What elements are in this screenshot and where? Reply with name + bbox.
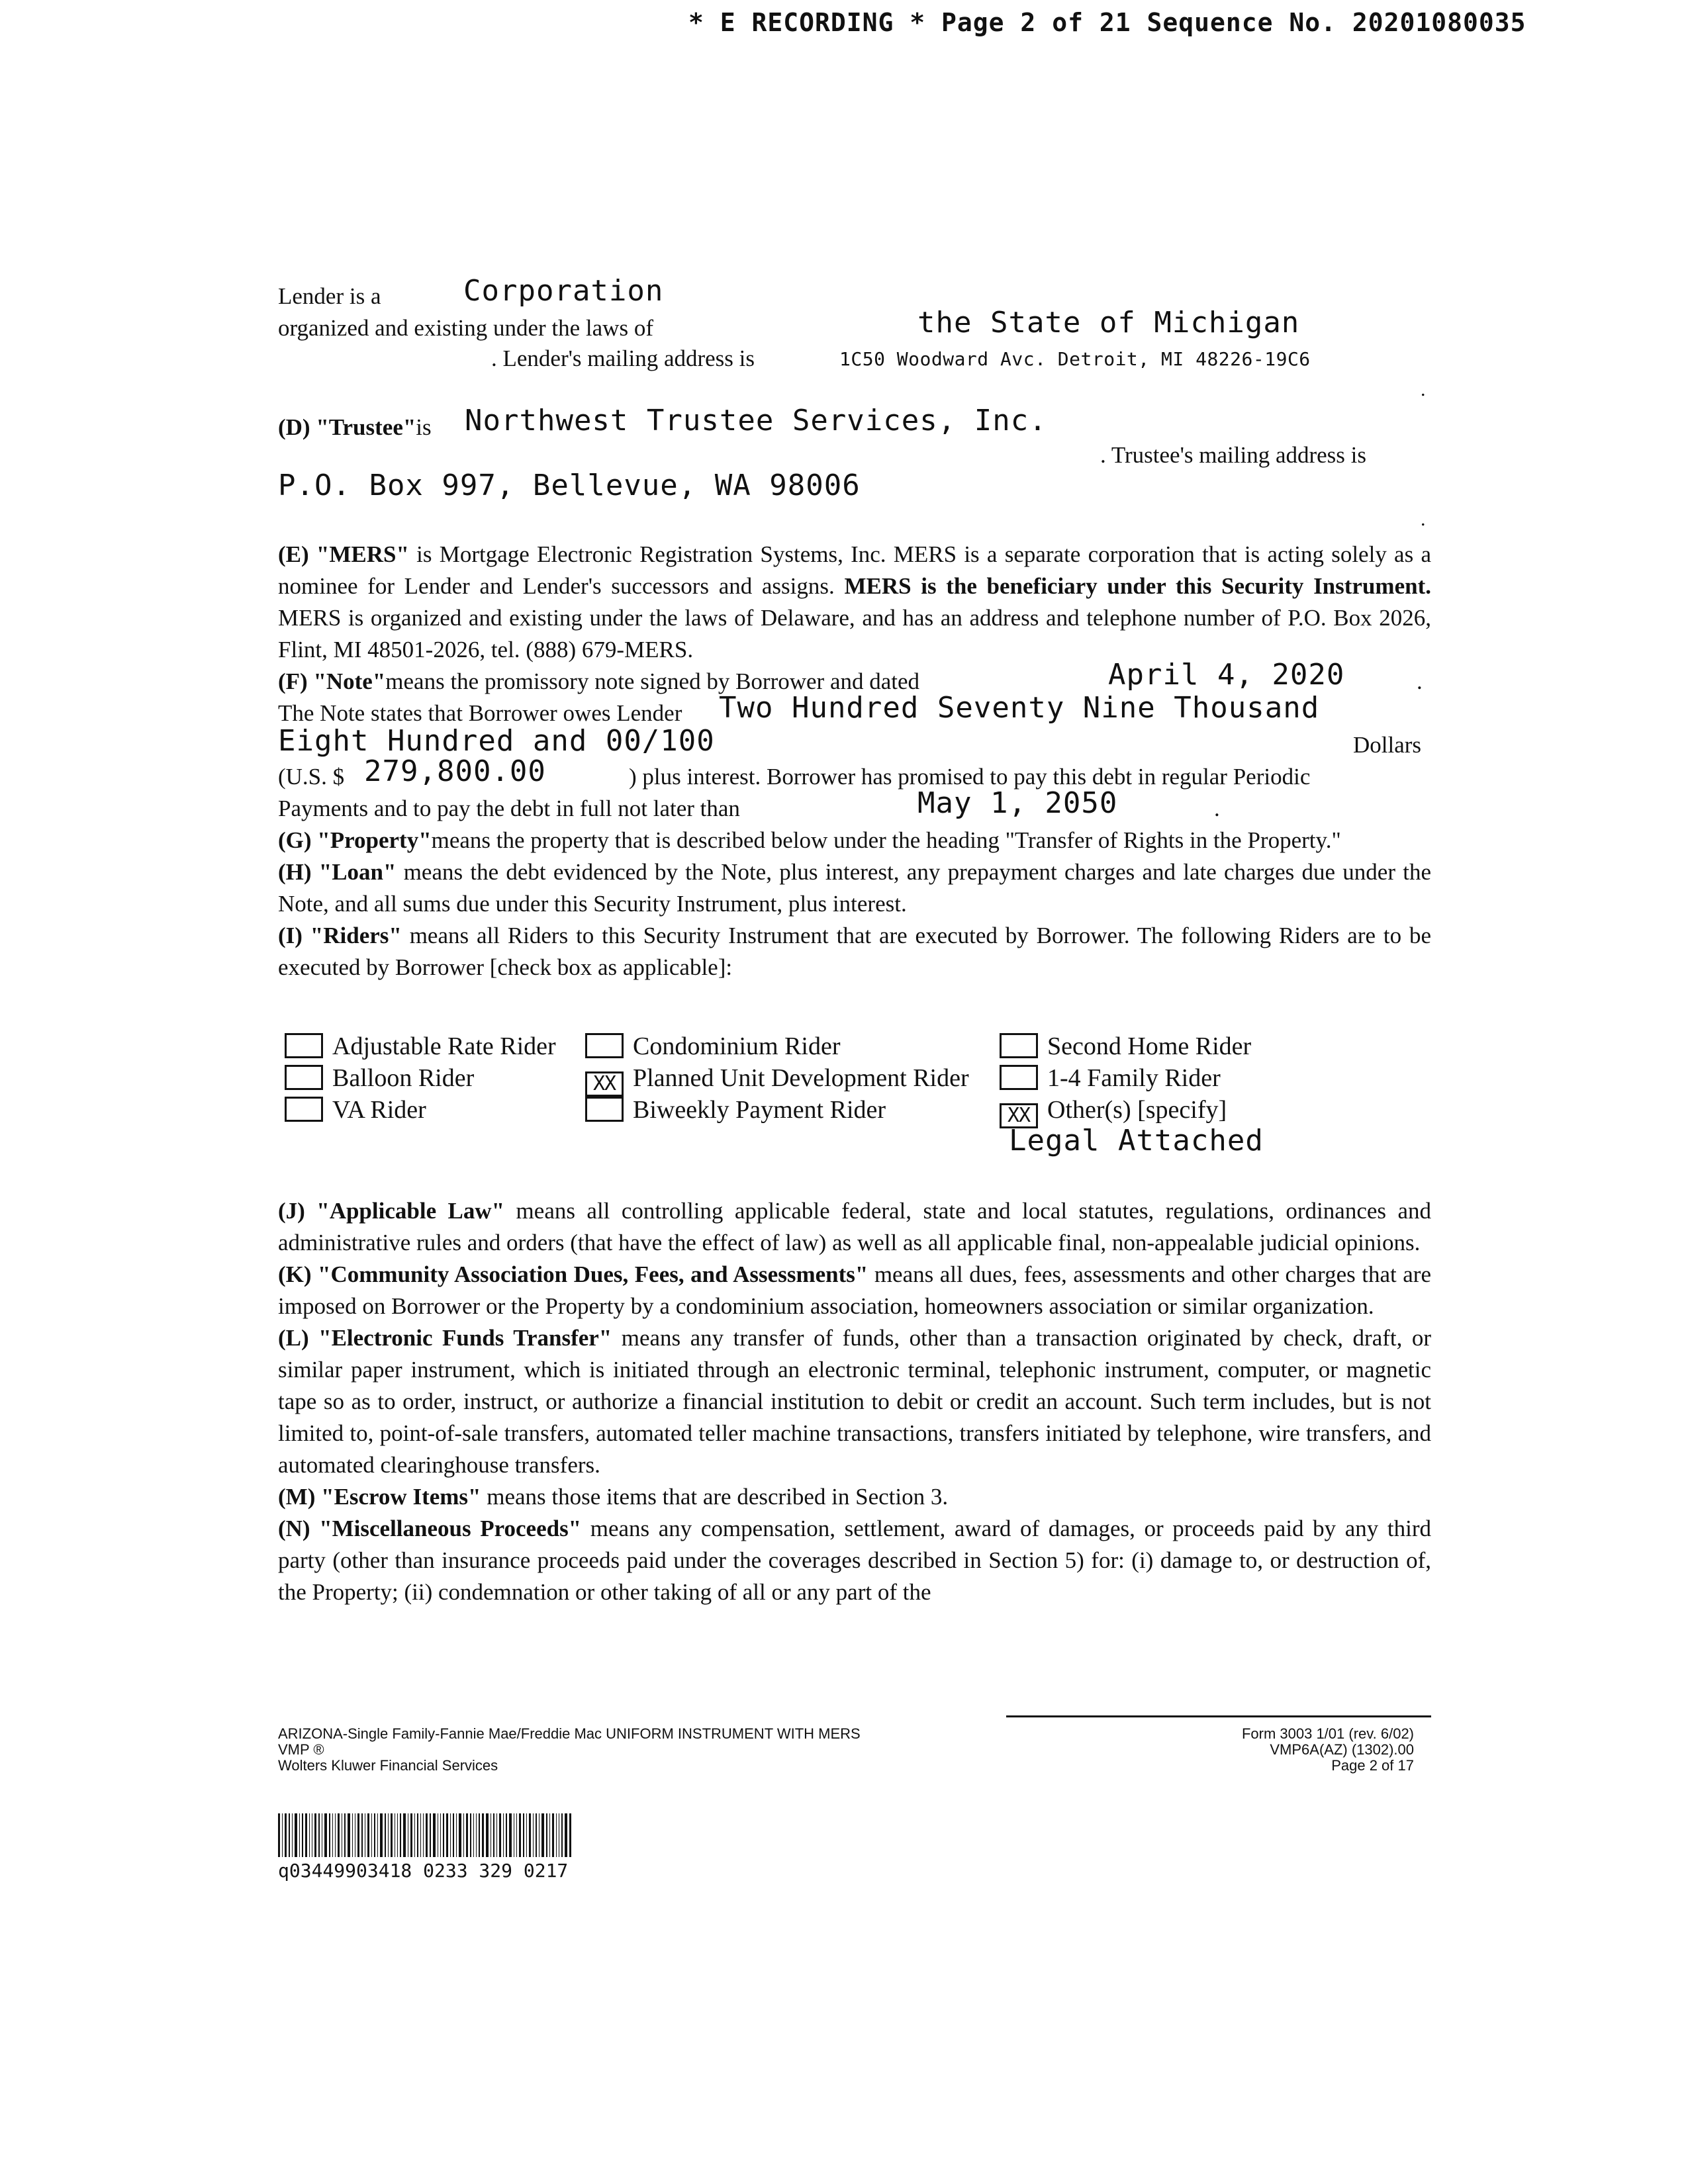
rider-checkbox[interactable]: XX xyxy=(1000,1103,1038,1128)
lender-state: the State of Michigan xyxy=(917,306,1300,340)
footer-page-number: Page 2 of 17 xyxy=(1331,1757,1414,1774)
trustee-address-label: . Trustee's mailing address is xyxy=(1100,442,1367,468)
lender-address: 1C50 Woodward Avc. Detroit, MI 48226-19C6 xyxy=(839,348,1311,370)
definitions-block-2 xyxy=(278,1195,1431,1608)
misc-proceeds-label: (N) "Miscellaneous Proceeds" xyxy=(278,1516,582,1541)
escrow-items-label: (M) "Escrow Items" xyxy=(278,1484,481,1510)
misc-proceeds-definition: (N) "Miscellaneous Proceeds" means any compensation, settlement, award of damages, or proceeds paid by any third party (other than insurance proceeds paid under the coverages described in Section 5) for: (i) damage to, or destruction of, the Property; (ii) condemnation or other taking of all or any part of the xyxy=(278,1516,1431,1605)
property-definition: (G) "Property"means the property that is described below under the heading "Transfer of Rights in the Property." xyxy=(278,827,1341,853)
trustee-is: is xyxy=(416,414,432,440)
rider-balloon[interactable]: Balloon Rider xyxy=(285,1063,474,1093)
definitions-block xyxy=(278,539,1431,983)
loan-label: (H) "Loan" xyxy=(278,859,397,885)
footer-publisher: Wolters Kluwer Financial Services xyxy=(278,1757,498,1774)
footer-form-number: Form 3003 1/01 (rev. 6/02) xyxy=(1241,1725,1414,1742)
rider-biweekly-payment[interactable]: Biweekly Payment Rider xyxy=(585,1095,886,1125)
rider-checkbox[interactable] xyxy=(585,1033,624,1058)
rider-checkbox[interactable] xyxy=(285,1033,323,1058)
note-amount-words-2: Eight Hundred and 00/100 xyxy=(278,724,715,758)
rider-1-4-family[interactable]: 1-4 Family Rider xyxy=(1000,1063,1221,1093)
note-maturity-date: May 1, 2050 xyxy=(917,786,1118,820)
mers-beneficiary-statement: MERS is the beneficiary under this Security Instrument. xyxy=(844,573,1431,599)
escrow-items-definition: (M) "Escrow Items" means those items that are described in Section 3. xyxy=(278,1484,949,1510)
note-label: (F) "Note" xyxy=(278,668,386,694)
trustee-address: P.O. Box 997, Bellevue, WA 98006 xyxy=(278,469,861,502)
community-association-definition: (K) "Community Association Dues, Fees, and Assessments" means all dues, fees, assessments and other charges that are imposed on Borrower or the Property by a condominium association, homeowners association or similar organization. xyxy=(278,1261,1431,1319)
lender-organized-label: organized and existing under the laws of xyxy=(278,315,653,341)
note-line-1: (F) "Note"means the promissory note signed by Borrower and dated April 4, 2020 . xyxy=(278,658,1423,694)
loan-definition: (H) "Loan" means the debt evidenced by the Note, plus interest, any prepayment charges and late charges due under the Note, and all sums due under this Security Instrument, plus interest. xyxy=(278,859,1431,917)
eft-definition: (L) "Electronic Funds Transfer" means any transfer of funds, other than a transaction originated by check, draft, or similar paper instrument, which is initiated through an electronic terminal, telephonic instrument, computer, or magnetic tape so as to order, instruct, or authorize a financial institution to debit or credit an account. Such term includes, but is not limited to, point-of-sale transfers, automated teller machine transactions, transfers initiated by telephone, wire transfers, and automated clearinghouse transfers. xyxy=(278,1325,1432,1478)
barcode-text: q03449903418 0233 329 0217 xyxy=(278,1860,569,1882)
note-line-5: Payments and to pay the debt in full not later than May 1, 2050 . xyxy=(278,786,1220,821)
rider-checkbox[interactable] xyxy=(1000,1033,1038,1058)
applicable-law-label: (J) "Applicable Law" xyxy=(278,1198,505,1224)
mers-definition: (E) "MERS" is Mortgage Electronic Registration Systems, Inc. MERS is a separate corporation that is acting solely as a nominee for Lender and Lender's successors and assigns. MERS is the beneficiary under this Security Instrument. MERS is organized and existing under the laws of Delaware, and has an address and telephone number of P.O. Box 2026, Flint, MI 48501-2026, tel. (888) 679-MERS. xyxy=(278,541,1431,662)
riders-definition: (I) "Riders" means all Riders to this Security Instrument that are executed by Borrower. The following Riders are to be executed by Borrower [check box as applicable]: xyxy=(278,923,1432,980)
rider-checkbox[interactable] xyxy=(285,1065,323,1090)
note-date: April 4, 2020 xyxy=(1108,658,1345,692)
rider-other[interactable]: XX Other(s) [specify] xyxy=(1000,1095,1227,1128)
lender-is-label: Lender is a xyxy=(278,283,381,309)
rider-va[interactable]: VA Rider xyxy=(285,1095,426,1125)
note-line-2: The Note states that Borrower owes Lender Two Hundred Seventy Nine Thousand xyxy=(278,691,1320,726)
footer-form-title: ARIZONA-Single Family-Fannie Mae/Freddie Mac UNIFORM INSTRUMENT WITH MERS xyxy=(278,1725,861,1742)
rider-checkbox[interactable]: XX xyxy=(585,1071,624,1097)
trustee-name: Northwest Trustee Services, Inc. xyxy=(465,404,1047,437)
mers-label: (E) "MERS" xyxy=(278,541,409,567)
eft-label: (L) "Electronic Funds Transfer" xyxy=(278,1325,612,1351)
rider-checkbox[interactable] xyxy=(285,1097,323,1122)
barcode xyxy=(278,1813,728,1857)
rider-checkbox[interactable] xyxy=(1000,1065,1038,1090)
note-line-4: (U.S. $ 279,800.00 ) plus interest. Borrower has promised to pay this debt in regular Periodic xyxy=(278,754,1311,790)
applicable-law-definition: (J) "Applicable Law" means all controlling applicable federal, state and local statutes, regulations, ordinances and administrative rules and orders (that have the effect of law) as well as all applicable final, non-appealable judicial opinions. xyxy=(278,1198,1431,1255)
trustee-label: (D) "Trustee" xyxy=(278,414,416,440)
lender-address-label: . Lender's mailing address is xyxy=(491,345,755,371)
rider-checkbox[interactable] xyxy=(585,1097,624,1122)
footer-rule xyxy=(1006,1715,1431,1717)
community-association-label: (K) "Community Association Dues, Fees, and Assessments" xyxy=(278,1261,868,1287)
dollars-label: Dollars xyxy=(1353,732,1422,758)
trustee-definition xyxy=(278,412,432,443)
rider-adjustable-rate[interactable]: Adjustable Rate Rider xyxy=(285,1031,556,1062)
riders-label: (I) "Riders" xyxy=(278,923,402,948)
other-rider-specify: Legal Attached xyxy=(1009,1124,1264,1158)
rider-planned-unit-development[interactable]: XX Planned Unit Development Rider xyxy=(585,1063,969,1097)
note-amount-words-1: Two Hundred Seventy Nine Thousand xyxy=(719,691,1320,725)
footer-vmp: VMP ® xyxy=(278,1741,324,1758)
property-label: (G) "Property" xyxy=(278,827,432,853)
note-amount: 279,800.00 xyxy=(364,754,546,788)
recording-header: * E RECORDING * Page 2 of 21 Sequence No. 20201080035 xyxy=(688,8,1526,37)
lender-type: Corporation xyxy=(463,274,664,308)
footer-form-code: VMP6A(AZ) (1302).00 xyxy=(1270,1741,1414,1758)
rider-second-home[interactable]: Second Home Rider xyxy=(1000,1031,1251,1062)
stray-mark: . xyxy=(1421,379,1426,400)
stray-mark: . xyxy=(1421,508,1426,530)
rider-condominium[interactable]: Condominium Rider xyxy=(585,1031,841,1062)
